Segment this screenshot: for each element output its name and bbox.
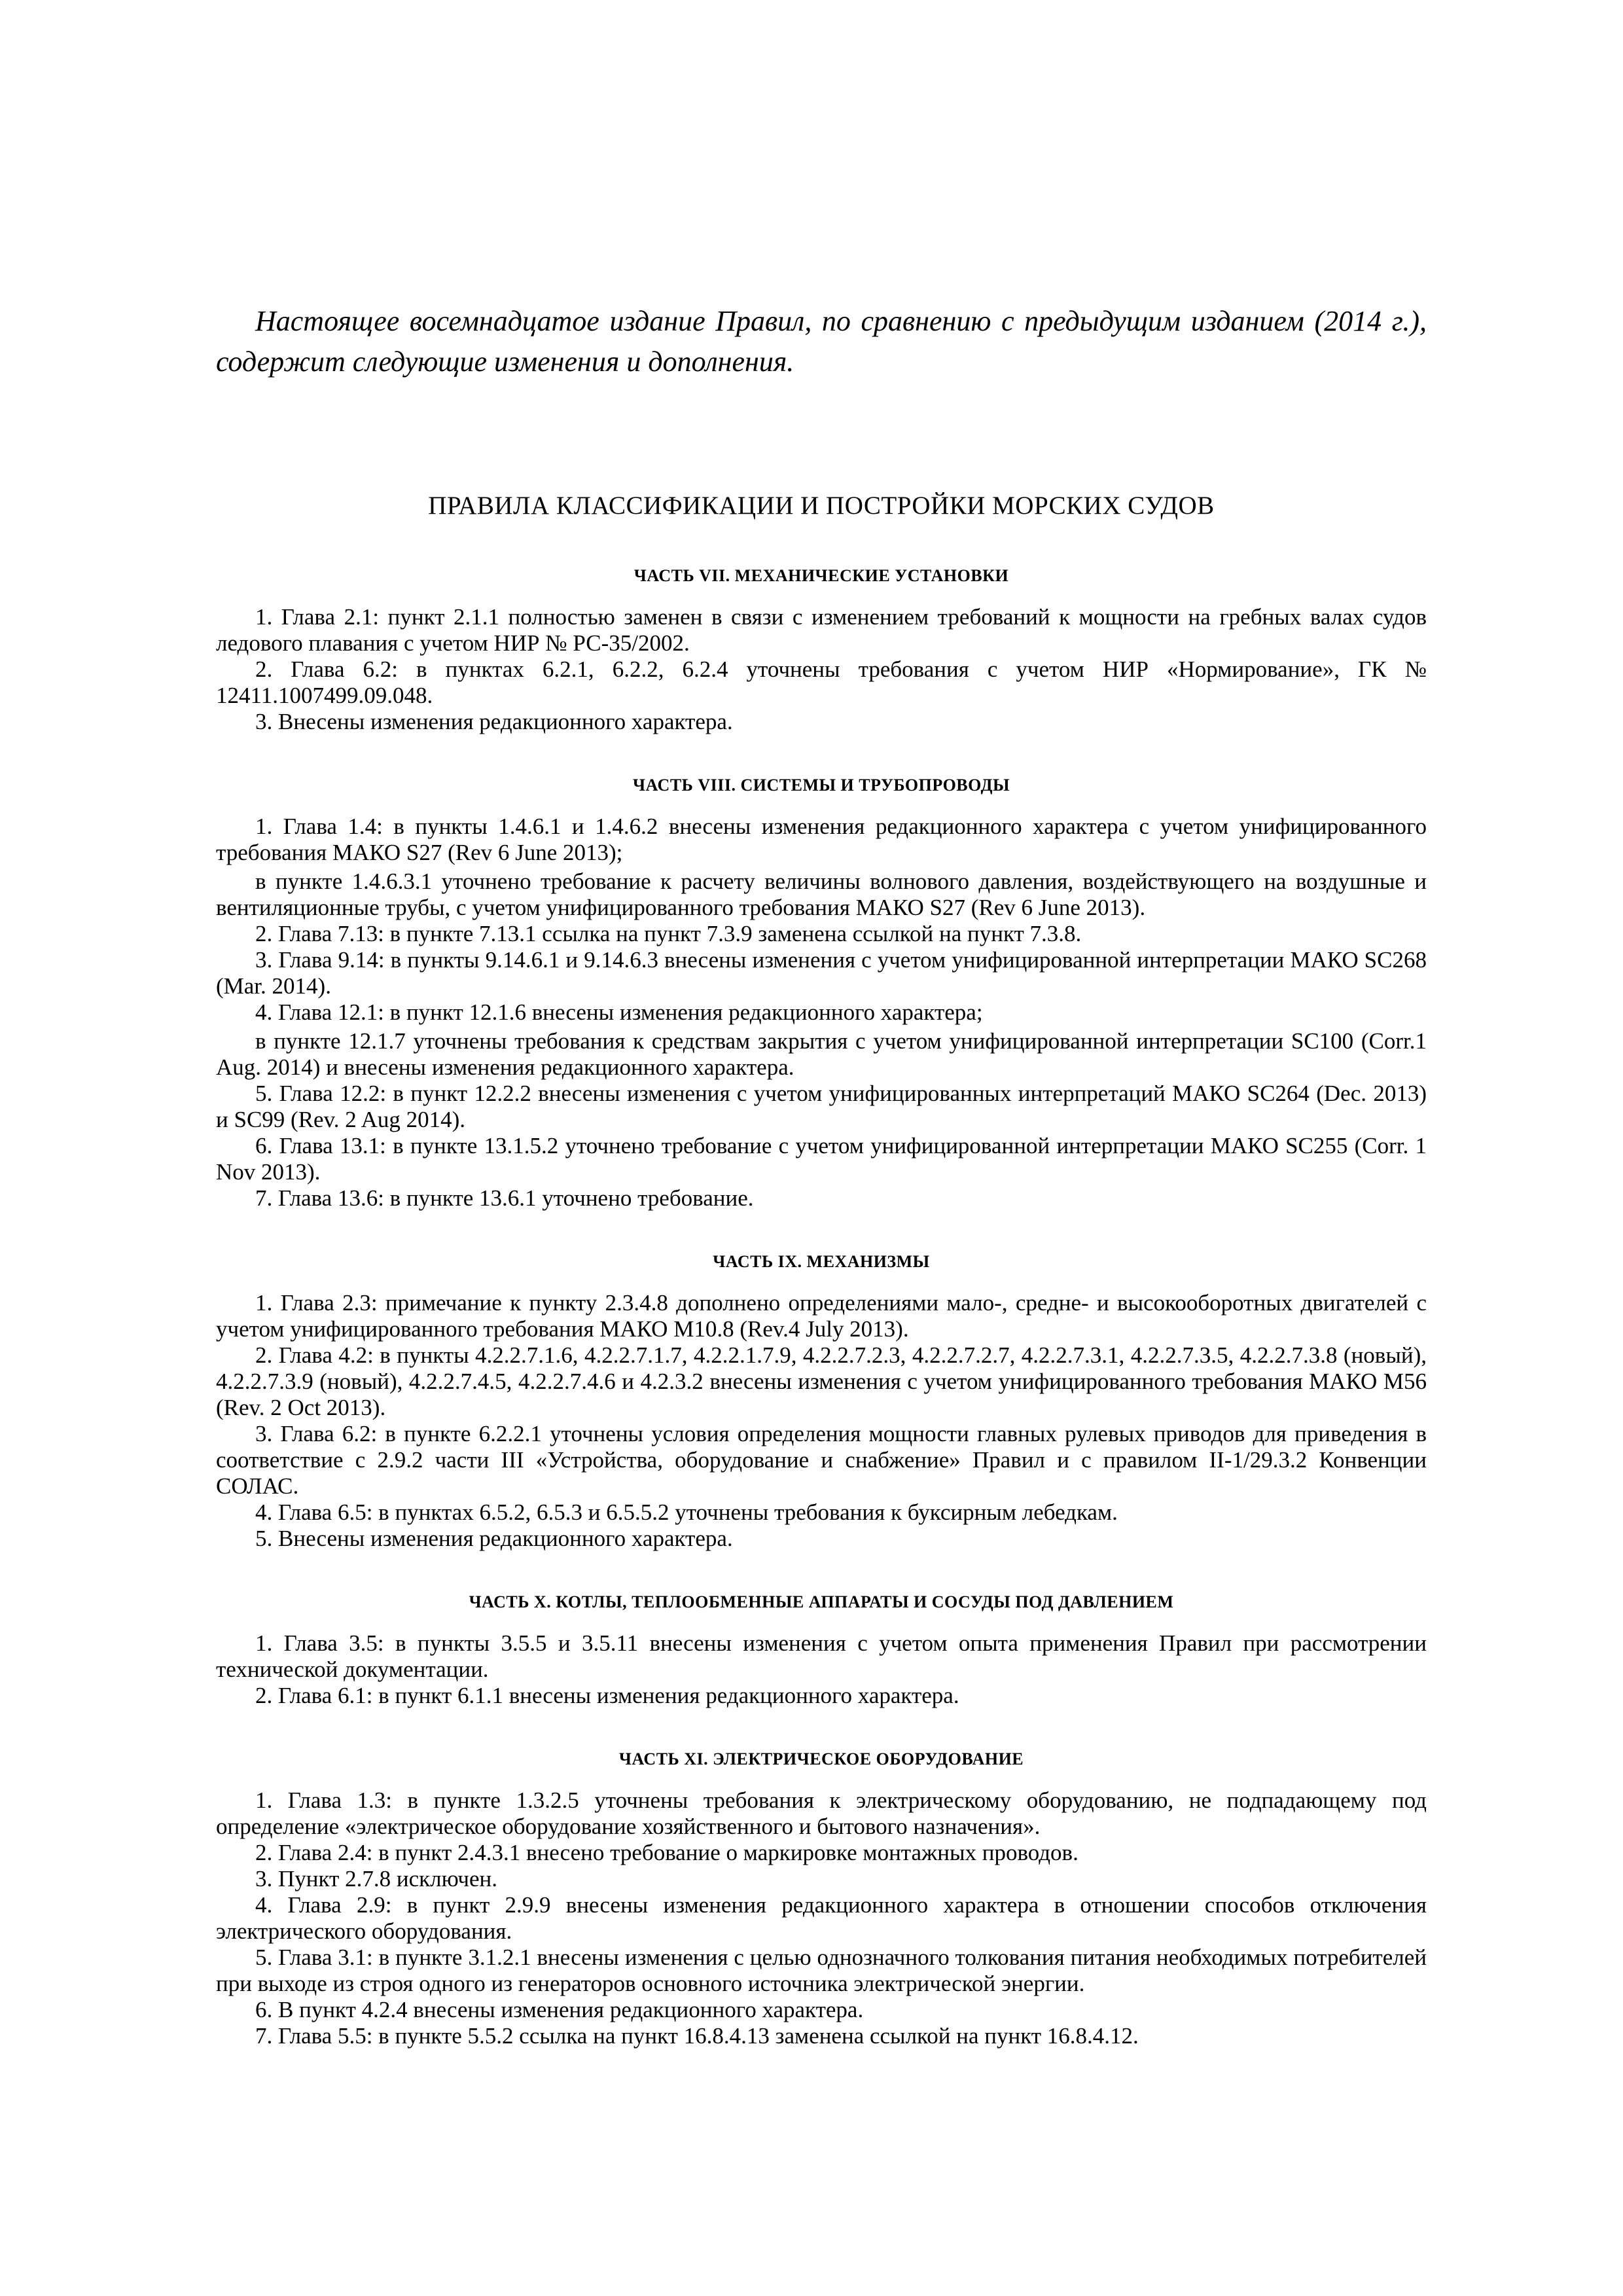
section-item: 5. Внесены изменения редакционного характера. — [255, 1526, 733, 1551]
section-item: 7. Глава 5.5: в пункте 5.5.2 ссылка на пункт 16.8.4.13 заменена ссылкой на пункт 16.8.4.12. — [255, 2023, 1139, 2049]
section-part-vii — [216, 566, 1427, 735]
section-title: ЧАСТЬ XI. ЭЛЕКТРИЧЕСКОЕ ОБОРУДОВАНИЕ — [618, 1749, 1024, 1768]
section-part-x — [216, 1592, 1427, 1709]
section-item: 3. Глава 6.2: в пункте 6.2.2.1 уточнены условия определения мощности главных рулевых приводов для приведения в соответствие с 2.9.2 части III «Устройства, оборудование и снабжение» Правил и с правилом II-1/29.3.2 Конвенции СОЛАС. — [216, 1421, 1427, 1499]
section-item: 2. Глава 7.13: в пункте 7.13.1 ссылка на пункт 7.3.9 заменена ссылкой на пункт 7.3.8. — [255, 921, 1082, 946]
section-item: 2. Глава 4.2: в пункты 4.2.2.7.1.6, 4.2.2.7.1.7, 4.2.2.1.7.9, 4.2.2.7.2.3, 4.2.2.7.2.7, 4.2.2.7.3.1, 4.2.2.7.3.5, 4.2.2.7.3.8 (новый), 4.2.2.7.3.9 (новый), 4.2.2.7.4.5, 4.2.2.7.4.6 и 4.2.3.2 внесены изменения с учетом унифицированного требования МАКО M56 (Rev. 2 Oct 2013). — [216, 1342, 1427, 1420]
document-page — [216, 301, 1427, 2090]
section-item: 6. Глава 13.1: в пункте 13.1.5.2 уточнено требование с учетом унифицированной интерпретации МАКО SC255 (Corr. 1 Nov 2013). — [216, 1133, 1427, 1185]
section-item: 3. Внесены изменения редакционного характера. — [255, 709, 733, 734]
section-title: ЧАСТЬ X. КОТЛЫ, ТЕПЛООБМЕННЫЕ АППАРАТЫ И СОСУДЫ ПОД ДАВЛЕНИЕМ — [469, 1592, 1174, 1611]
section-title: ЧАСТЬ VII. МЕХАНИЧЕСКИЕ УСТАНОВКИ — [633, 566, 1009, 585]
section-item: 4. Глава 2.9: в пункт 2.9.9 внесены изменения редакционного характера в отношении способов отключения электрического оборудования. — [216, 1892, 1427, 1944]
main-title: ПРАВИЛА КЛАССИФИКАЦИИ И ПОСТРОЙКИ МОРСКИХ СУДОВ — [428, 492, 1215, 520]
section-item: 3. Пункт 2.7.8 исключен. — [255, 1866, 498, 1892]
section-item: 1. Глава 2.3: примечание к пункту 2.3.4.8 дополнено определениями мало-, средне- и высокооборотных двигателей с учетом унифицированного требования МАКО M10.8 (Rev.4 July 2013). — [216, 1290, 1427, 1342]
section-item: 1. Глава 1.3: в пункте 1.3.2.5 уточнены требования к электрическому оборудованию, не подпадающему под определение «электрическое оборудование хозяйственного и бытового назначения». — [216, 1787, 1427, 1839]
section-item: 4. Глава 12.1: в пункт 12.1.6 внесены изменения редакционного характера; — [255, 999, 983, 1025]
section-item: 1. Глава 2.1: пункт 2.1.1 полностью заменен в связи с изменением требований к мощности на гребных валах судов ледового плавания с учетом НИР № РС-35/2002. — [216, 604, 1427, 656]
section-item: в пункте 1.4.6.3.1 уточнено требование к расчету величины волнового давления, воздействующего на воздушные и вентиляционные трубы, с учетом унифицированного требования МАКО S27 (Rev 6 June 2013). — [216, 869, 1427, 920]
section-item: 2. Глава 6.2: в пунктах 6.2.1, 6.2.2, 6.2.4 уточнены требования с учетом НИР «Нормирование», ГК № 12411.1007499.09.048. — [216, 656, 1427, 708]
section-item: 6. В пункт 4.2.4 внесены изменения редакционного характера. — [255, 1997, 864, 2022]
section-title: ЧАСТЬ VIII. СИСТЕМЫ И ТРУБОПРОВОДЫ — [632, 776, 1010, 795]
section-item: 5. Глава 12.2: в пункт 12.2.2 внесены изменения с учетом унифицированных интерпретаций МАКО SC264 (Dec. 2013) и SC99 (Rev. 2 Aug 2014). — [216, 1081, 1427, 1132]
section-item: 2. Глава 2.4: в пункт 2.4.3.1 внесено требование о маркировке монтажных проводов. — [255, 1840, 1079, 1865]
section-part-xi — [216, 1749, 1427, 2049]
intro-paragraph: Настоящее восемнадцатое издание Правил, по сравнению с предыдущим изданием (2014 г.), содержит следующие изменения и дополнения. — [216, 305, 1427, 378]
section-item: 1. Глава 1.4: в пункты 1.4.6.1 и 1.4.6.2 внесены изменения редакционного характера с учетом унифицированного требования МАКО S27 (Rev 6 June 2013); — [216, 814, 1427, 865]
section-part-viii — [216, 776, 1427, 1211]
section-item: 7. Глава 13.6: в пункте 13.6.1 уточнено требование. — [255, 1185, 754, 1211]
section-title: ЧАСТЬ IX. МЕХАНИЗМЫ — [713, 1252, 930, 1271]
section-item: в пункте 12.1.7 уточнены требования к средствам закрытия с учетом унифицированной интерпретации SC100 (Corr.1 Aug. 2014) и внесены изменения редакционного характера. — [216, 1028, 1427, 1080]
section-item: 3. Глава 9.14: в пункты 9.14.6.1 и 9.14.6.3 внесены изменения с учетом унифицированной интерпретации МАКО SC268 (Mar. 2014). — [216, 947, 1427, 999]
section-part-ix — [216, 1252, 1427, 1552]
section-item: 2. Глава 6.1: в пункт 6.1.1 внесены изменения редакционного характера. — [255, 1683, 959, 1708]
section-item: 4. Глава 6.5: в пунктах 6.5.2, 6.5.3 и 6.5.5.2 уточнены требования к буксирным лебедкам. — [255, 1499, 1118, 1525]
section-item: 5. Глава 3.1: в пункте 3.1.2.1 внесены изменения с целью однозначного толкования питания необходимых потребителей при выходе из строя одного из генераторов основного источника электрической энергии. — [216, 1945, 1427, 1996]
section-item: 1. Глава 3.5: в пункты 3.5.5 и 3.5.11 внесены изменения с учетом опыта применения Правил при рассмотрении технической документации. — [216, 1630, 1427, 1682]
